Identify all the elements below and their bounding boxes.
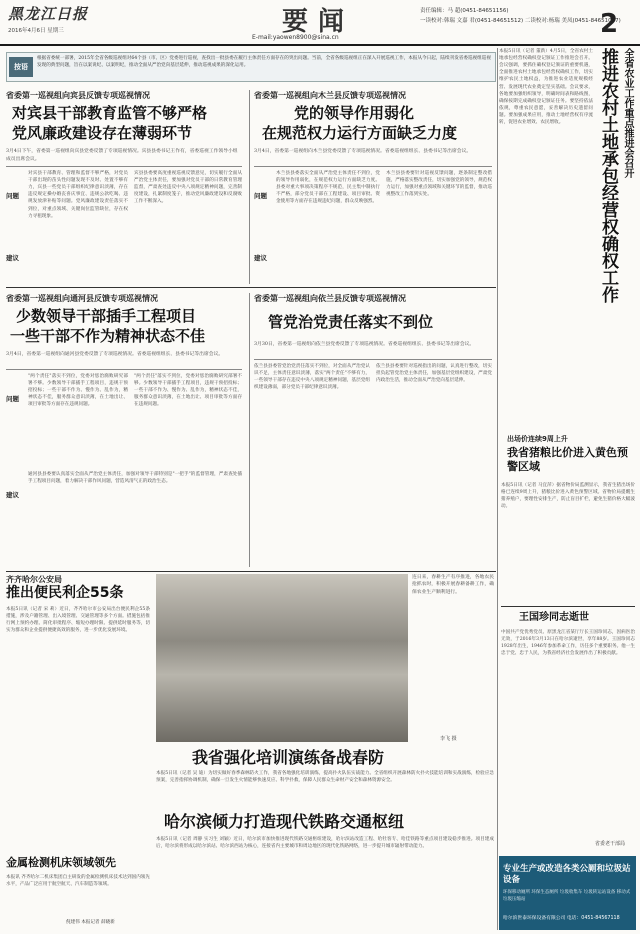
ad-products: 环保移动厕所 环保生态厕所 垃圾收集车 垃圾转运站设备 移动式垃圾压缩站 (503, 890, 631, 902)
article-headline-2: 一些干部不作为精神状态不佳 (10, 327, 206, 345)
divider (6, 369, 242, 370)
problem-text: 对宾县干部教育、管理和监督不够严格，对党员干部出现的苗头性问题发现不及时、处置不够有力，宾县一些党员干部组织纪律意识淡薄，存在违反规定操办婚丧喜庆事宜、违规公款吃喝、违规发放津补贴等问题。党风廉政建设责任落实不到位，对重点领域、关键岗位监管缺位，存在权力寻租现象。 (28, 171, 128, 219)
problem-text: 依兰县县委管党治党责任落实不到位，对全面从严治党认识不足，主体责任意识淡薄，落实"两个责任"不够有力，一些领导干部存在违反中央八项规定精神问题，基层党组织建设薄弱，部分党员干部纪律意识淡薄。 (254, 364, 370, 391)
advice-tag: 建议 (6, 254, 19, 262)
article-lead: 3月30日，省委第一巡视组向依兰县党委反馈了专项巡视情况。省委巡视组组长、县委书记等出席会议。 (254, 342, 475, 347)
article-kicker: 省委第一巡视组向木兰县反馈专项巡视情况 (254, 91, 406, 100)
section-title: 要闻 (282, 7, 355, 37)
article-body: 本报5日讯（记者 马宜萍）据省物价局监测显示，我省生猪出场价格已连续9周上升，猪粮比价进入黄色预警区域。省物价局提醒生猪养殖户，要理性安排生产，防止盲目扩栏，避免生猪价格大幅波动。 (501, 483, 635, 510)
problem-text: 木兰县县委落实全面从严治党主体责任不到位，党的领导作用弱化，在规范权力运行方面缺乏力度。县委对重大事项决策程序不规范，民主集中制执行不严格，部分党员干部在工程建设、项目审批、资金使用等方面存在违规违纪问题，群众反映强烈。 (276, 171, 380, 205)
article-headline-2: 党风廉政建设存在薄弱环节 (12, 124, 193, 142)
article-kicker: 省委第一巡视组向通河县反馈专项巡视情况 (6, 294, 158, 303)
article-machine-tools (6, 856, 152, 932)
problem-text-cont: "两个责任"落实不到位，党委对惩治腐败研究部署不够。少数领导干部插手工程项目，违规干预招投标；一些干部不作为、慢作为、乱作为，精神状态不佳，服务群众意识淡薄，在土地出让、项目审批等方面存在违规问题。 (134, 374, 242, 408)
problem-tag: 问题 (254, 192, 267, 200)
editor-credits (420, 6, 621, 27)
ad-contact: 哈尔滨世泰环保设备有限公司 电话：0451-84567118 (503, 916, 620, 921)
editor-line-1: 责任编辑：马 超(0451-84651156) (420, 8, 509, 14)
article-headline: 我省猪粮比价进入黄色预警区域 (507, 446, 628, 474)
news-photo (156, 574, 408, 742)
article-harbin-railway (156, 812, 496, 930)
section-email: E-mail:yaowen8900@sina.cn (252, 34, 339, 41)
editor-note-tag: 按语 (9, 57, 33, 77)
article-body: 本报5日讯（记者 吴 迪）为切实做好春季森林防火工作，我省各地强化培训演练，提高扑火队伍实战能力。全省组织开展森林防火扑火技能培训和实战演练，检验应急预案，完善指挥协调机制，确保一旦发生火情能够快速反应、科学扑救，保障人民群众生命财产安全和森林资源安全。 (156, 771, 494, 784)
divider (254, 166, 492, 167)
editor-line-2: 一读校对:韩瑞 文嘉 君(0451-84651512) 二读校对:杨瑞 美凤(0451-84651067) (420, 18, 621, 25)
article-forest-fire (156, 748, 496, 810)
article-headline: 少数领导干部插手工程项目 (16, 307, 197, 325)
section-rule (6, 287, 496, 288)
article-lead: 3月4日下午，省委第一巡视组向宾县党委反馈了专项巡视情况。宾县县委书记王作有，省委巡视工作领导小组成员出席会议。 (6, 149, 238, 162)
newspaper-logo: 黑龙江日报 (8, 5, 89, 23)
advice-text: 依兰县县委要针对巡视指出的问题，认真进行整改，切实担负起管党治党主体责任，加强基层党组织建设，严肃党内政治生活，推动全面从严治党向基层延伸。 (376, 364, 492, 384)
article-headline: 党的领导作用弱化 (294, 104, 415, 122)
divider (6, 166, 242, 167)
article-body: 本报讯 齐齐哈尔二机床集团自主研发的金属检测机床技术达到国内领先水平，产品广泛应用于航空航天、汽车制造等领域。 (6, 875, 150, 888)
advice-tag: 建议 (6, 491, 19, 499)
column-divider-right (497, 48, 498, 930)
side-body: 本报5日讯（记者 董新）4月5日，全省农村土地承包经营权确权登记颁证工作推进会召开。会议强调，要抓住确权登记颁证的重要机遇，全面推进农村土地承包经营权确权工作，切实维护农民土地权益，为推进农业适度规模经营、发展现代农业奠定坚实基础。会议要求，各地要加强组织领导，明确时间表和路线图，确保按期完成确权登记颁证任务。要坚持依法依规，尊重农民意愿，妥善解决历史遗留问题。要加强成果应用，推动土地经营权有序流转，促进农业增效、农民增收。 (499, 49, 593, 126)
article-yilan (254, 291, 496, 569)
editor-note-box (6, 52, 496, 82)
article-kicker: 省委第一巡视组向宾县反馈专项巡视情况 (6, 91, 150, 100)
photo-caption: 连日来，春耕生产有序推进，各地农民抢抓农时，积极开展春耕备耕工作，确保农业生产顺利进行。 (412, 575, 494, 595)
column-divider (249, 293, 250, 567)
advice-text: 宾县县委要高度重视巡视反馈意见，切实履行全面从严治党主体责任，要加强对党员干部的日常教育管理监督，严肃查处违反中央八项规定精神问题，完善制度建设，扎紧制度笼子，推动党风廉政建设和反腐败工作不断深入。 (134, 171, 242, 205)
photo-credit: 李飞 摄 (440, 736, 457, 742)
article-lead: 3月4日，省委第一巡视组向木兰县党委反馈了专项巡视情况。省委巡视组组长、县委书记等出席会议。 (254, 149, 472, 154)
article-body: 本报5日讯（记者 宋 莉）近日，齐齐哈尔市公安局出台便民利企55条措施，涉及户籍管理、出入境管理、交通管理等多个方面。措施包括推行网上预约办理、简化审批程序、缩短办理时限、提供延时服务等，切实为群众和企业提供便捷高效的服务，进一步优化发展环境。 (6, 607, 150, 634)
article-headline: 推出便民利企55条 (6, 585, 124, 601)
article-binxian (6, 88, 246, 286)
problem-text: "两个责任"落实不到位，党委对惩治腐败研究部署不够。少数领导干部插手工程项目，违规干预招投标；一些干部不作为、慢作为、乱作为，精神状态不佳，服务群众意识淡薄，在土地出让、项目审批等方面存在违规问题。 (28, 374, 128, 408)
side-kicker: 全省农业工作重点推进会召开 (622, 48, 633, 178)
article-headline: 管党治党责任落实不到位 (268, 313, 434, 331)
divider (254, 359, 492, 360)
masthead (0, 0, 640, 46)
advice-text: 木兰县县委要针对巡视反馈问题，逐条制定整改措施，严格落实整改责任，切实加强党的领导，规范权力运行，加强对重点领域和关键环节的监督，推动巡视整改工作落到实处。 (386, 171, 492, 198)
article-tonghe (6, 291, 246, 569)
article-body: 本报5日讯（记者 周静 实习生 刘颖）近日，哈尔滨市加快推进现代铁路交通枢纽建设，哈尔滨站改造工程、哈牡客专、哈佳铁路等重点项目建设稳步推进。项目建成后，哈尔滨将形成以哈尔滨站、哈尔滨西站为核心，连接省内主要城市和周边地区的现代化铁路网络，进一步提升城市辐射带动能力。 (156, 837, 494, 850)
obituary-body: 中国共产党优秀党员、原黑龙江省某厅厅长王国珍同志，因病医治无效，于2016年3月13日在哈尔滨逝世，享年88岁。王国珍同志1928年出生，1946年参加革命工作，历任多个重要职务。他一生忠于党、忠于人民，为我省经济社会发展作出了积极贡献。 (501, 630, 635, 657)
article-headline: 哈尔滨倾力打造现代铁路交通枢纽 (164, 812, 405, 831)
article-mulan (254, 88, 496, 286)
article-headline: 金属检测机床领域领先 (6, 856, 116, 869)
article-headline: 对宾县干部教育监管不够严格 (12, 104, 208, 122)
issue-date: 2016年4月6日 星期三 (8, 28, 64, 34)
obituary-source: 省委老干部局 (595, 841, 626, 847)
article-kicker: 齐齐哈尔公安局 (6, 575, 62, 584)
side-story-land-rights (499, 48, 636, 430)
ad-headline: 专业生产或改造各类公厕和垃圾站设备 (503, 864, 631, 886)
article-credit: 倪建伟 本报记者 薛晓新 (66, 920, 115, 925)
article-headline: 我省强化培训演练备战春防 (192, 748, 385, 767)
section-rule (6, 571, 496, 572)
article-pig-grain-ratio (501, 434, 635, 604)
editor-note-text: 根据省委统一部署，2015年全省各级巡视组对64个县（市、区）党委进行巡视，查找出一批县委在履行主体责任方面存在的突出问题。当前，全省各级巡视组正在深入开展巡视工作，本报从今日起，陆续刊发省委巡视组巡视发现的典型问题，旨在以案说纪、以案明纪，推动全面从严治党向基层延伸，推动巡视成果的深化运用。 (37, 56, 491, 69)
obituary-headline: 王国珍同志逝世 (519, 612, 589, 623)
problem-tag: 问题 (6, 192, 19, 200)
article-headline-2: 在规范权力运行方面缺乏力度 (262, 124, 458, 142)
article-qiqihar-police (6, 574, 152, 800)
advertisement (499, 856, 636, 930)
article-kicker: 出场价连续9周上升 (507, 435, 568, 443)
problem-tag: 问题 (6, 395, 19, 403)
advice-text: 通河县县委要认真落实全面从严治党主体责任，加强对领导干部特别是"一把手"的监督管理，严肃查处插手工程项目问题，着力解决干部作风问题，营造风清气正的政治生态。 (28, 472, 242, 485)
column-divider (249, 90, 250, 284)
advice-tag: 建议 (254, 254, 267, 262)
obituary-box (501, 606, 635, 852)
side-headline: 推进农村土地承包经营权确权工作 (598, 48, 618, 303)
article-kicker: 省委第一巡视组向依兰县反馈专项巡视情况 (254, 294, 406, 303)
page-number: 2 (600, 9, 619, 39)
article-lead: 3月4日，省委第一巡视组向通河县党委反馈了专项巡视情况。省委巡视组组长、县委书记等出席会议。 (6, 352, 224, 357)
